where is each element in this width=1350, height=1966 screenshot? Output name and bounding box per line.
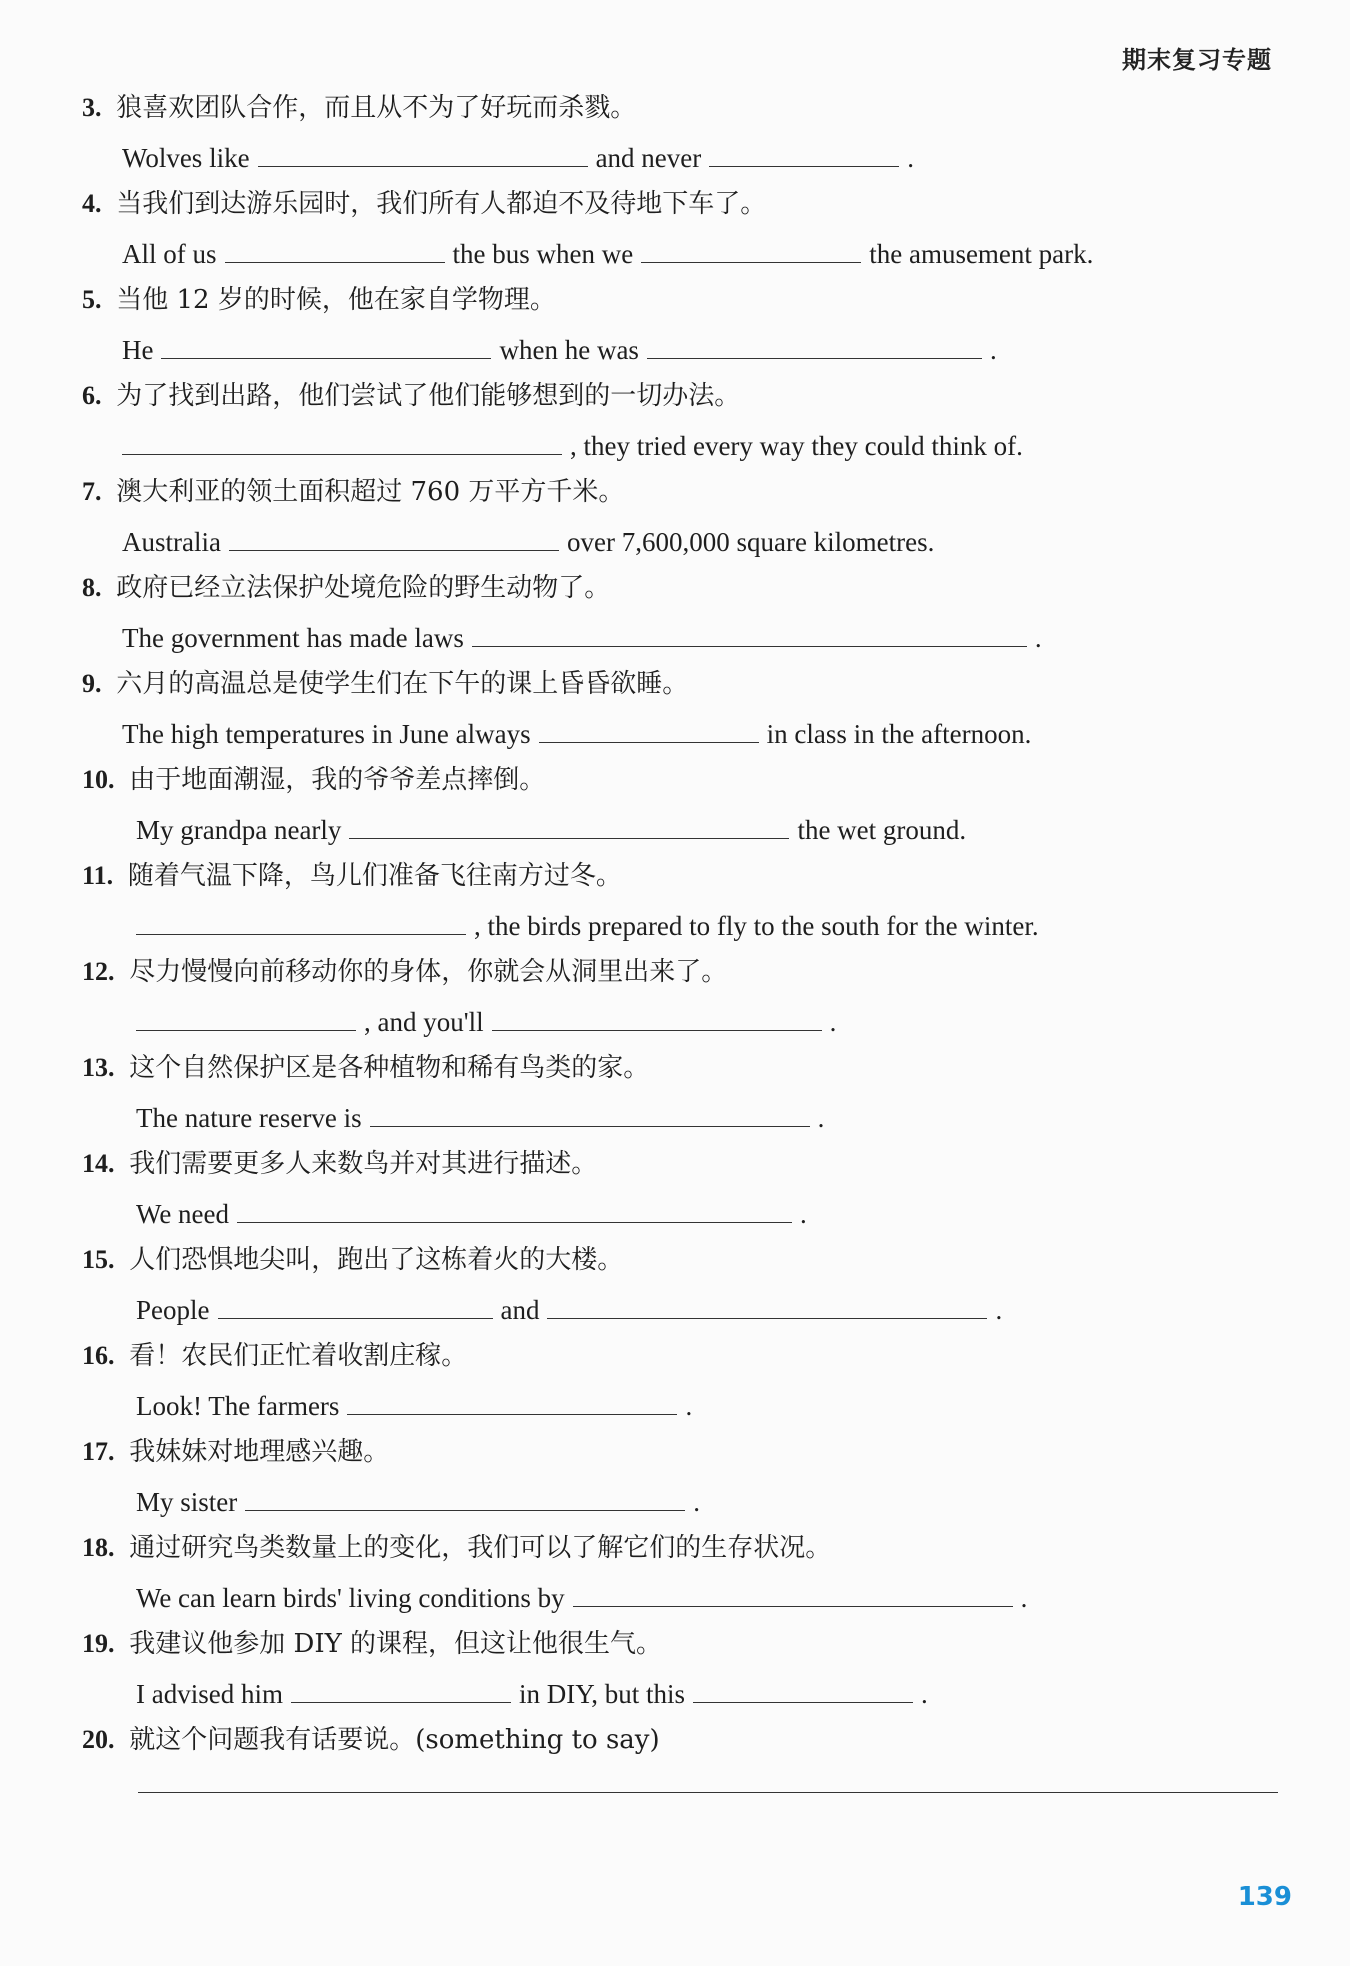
- question-chinese: 六月的高温总是使学生们在下午的课上昏昏欲睡。: [116, 669, 689, 699]
- question-3-prompt: [82, 90, 636, 124]
- answer-blank[interactable]: [693, 1676, 913, 1703]
- answer-blank[interactable]: [237, 1196, 792, 1223]
- question-number: 14.: [82, 1149, 115, 1178]
- answer-text: and: [500, 1295, 540, 1325]
- answer-text: , and you'll: [364, 1007, 484, 1037]
- question-chinese: 狼喜欢团队合作，而且从不为了好玩而杀戮。: [116, 93, 637, 123]
- question-number: 5.: [82, 285, 102, 314]
- question-18-prompt: [82, 1530, 831, 1564]
- answer-text: .: [989, 335, 997, 365]
- question-chinese: 这个自然保护区是各种植物和稀有鸟类的家。: [129, 1053, 650, 1083]
- answer-text: over 7,600,000 square kilometres.: [566, 527, 935, 557]
- answer-blank[interactable]: [136, 908, 466, 935]
- question-13-prompt: [82, 1050, 649, 1084]
- question-8-prompt: [82, 570, 610, 604]
- answer-text: .: [829, 1007, 837, 1037]
- answer-text: People: [136, 1295, 210, 1325]
- question-19-answer: [136, 1676, 928, 1710]
- question-number: 4.: [82, 189, 102, 218]
- answer-text: Look! The farmers: [136, 1391, 340, 1421]
- answer-blank[interactable]: [218, 1292, 493, 1319]
- question-chinese: 当他 12 岁的时候，他在家自学物理。: [116, 285, 556, 315]
- question-chinese: 为了找到出路，他们尝试了他们能够想到的一切办法。: [116, 381, 741, 411]
- question-11-prompt: [82, 858, 622, 892]
- answer-text: Australia: [122, 527, 221, 557]
- answer-text: the wet ground.: [797, 815, 967, 845]
- question-19-prompt: [82, 1626, 662, 1660]
- question-chinese: 我建议他参加 DIY 的课程，但这让他很生气。: [129, 1629, 663, 1659]
- answer-text: the amusement park.: [869, 239, 1094, 269]
- question-chinese: 随着气温下降，鸟儿们准备飞往南方过冬。: [127, 861, 622, 891]
- answer-blank[interactable]: [573, 1580, 1013, 1607]
- answer-blank[interactable]: [161, 332, 491, 359]
- question-4-prompt: [82, 186, 766, 220]
- question-3-answer: [122, 140, 914, 174]
- question-number: 3.: [82, 93, 102, 122]
- answer-text: .: [1034, 623, 1042, 653]
- answer-blank[interactable]: [472, 620, 1027, 647]
- answer-text: He: [122, 335, 154, 365]
- page-number: 139: [1237, 1882, 1292, 1912]
- answer-text: The nature reserve is: [136, 1103, 362, 1133]
- answer-blank[interactable]: [539, 716, 759, 743]
- question-6-prompt: [82, 378, 740, 412]
- answer-text: .: [921, 1679, 928, 1709]
- question-number: 12.: [82, 957, 115, 986]
- answer-text: The government has made laws: [122, 623, 464, 653]
- question-12-prompt: [82, 954, 727, 988]
- answer-blank[interactable]: [138, 1792, 1278, 1793]
- question-15-answer: [136, 1292, 1002, 1326]
- question-11-answer: [136, 908, 1039, 942]
- answer-blank[interactable]: [225, 236, 445, 263]
- answer-blank[interactable]: [709, 140, 899, 167]
- answer-text: and never: [595, 143, 702, 173]
- question-number: 19.: [82, 1629, 115, 1658]
- question-number: 8.: [82, 573, 102, 602]
- question-chinese: 人们恐惧地尖叫，跑出了这栋着火的大楼。: [129, 1245, 624, 1275]
- answer-text: .: [1020, 1583, 1028, 1613]
- section-header: 期末复习专题: [1122, 46, 1272, 74]
- answer-text: the bus when we: [452, 239, 634, 269]
- question-chinese: 就这个问题我有话要说。(something to say): [129, 1725, 660, 1755]
- question-chinese: 看！农民们正忙着收割庄稼。: [129, 1341, 468, 1371]
- question-8-answer: [122, 620, 1042, 654]
- question-14-prompt: [82, 1146, 597, 1180]
- answer-blank[interactable]: [349, 812, 789, 839]
- answer-text: All of us: [122, 239, 217, 269]
- answer-blank[interactable]: [229, 524, 559, 551]
- question-12-answer: [136, 1004, 836, 1038]
- question-chinese: 当我们到达游乐园时，我们所有人都迫不及待地下车了。: [116, 189, 767, 219]
- question-chinese: 尽力慢慢向前移动你的身体，你就会从洞里出来了。: [129, 957, 728, 987]
- question-number: 15.: [82, 1245, 115, 1274]
- question-7-answer: [122, 524, 934, 558]
- answer-blank[interactable]: [245, 1484, 685, 1511]
- question-17-answer: [136, 1484, 700, 1518]
- question-17-prompt: [82, 1434, 389, 1468]
- answer-text: in DIY, but this: [518, 1679, 686, 1709]
- answer-text: , they tried every way they could think of.: [570, 431, 1023, 461]
- question-7-prompt: [82, 474, 624, 508]
- answer-blank[interactable]: [492, 1004, 822, 1031]
- answer-text: , the birds prepared to fly to the south for the winter.: [474, 911, 1039, 941]
- question-number: 18.: [82, 1533, 115, 1562]
- question-number: 11.: [82, 861, 114, 890]
- question-number: 9.: [82, 669, 102, 698]
- question-6-answer: [122, 428, 1023, 462]
- question-9-prompt: [82, 666, 688, 700]
- question-5-prompt: [82, 282, 556, 316]
- answer-text: .: [817, 1103, 825, 1133]
- question-number: 10.: [82, 765, 115, 794]
- question-number: 13.: [82, 1053, 115, 1082]
- question-number: 6.: [82, 381, 102, 410]
- answer-text: in class in the afternoon.: [766, 719, 1032, 749]
- question-chinese: 澳大利亚的领土面积超过 760 万平方千米。: [116, 477, 625, 507]
- question-14-answer: [136, 1196, 807, 1230]
- question-number: 16.: [82, 1341, 115, 1370]
- question-chinese: 由于地面潮湿，我的爷爷差点摔倒。: [129, 765, 546, 795]
- answer-blank[interactable]: [547, 1292, 987, 1319]
- answer-text: We can learn birds' living conditions by: [136, 1583, 565, 1613]
- answer-blank[interactable]: [370, 1100, 810, 1127]
- answer-text: .: [995, 1295, 1003, 1325]
- question-number: 20.: [82, 1725, 115, 1754]
- answer-text: .: [800, 1199, 807, 1229]
- question-number: 7.: [82, 477, 102, 506]
- answer-text: My grandpa nearly: [136, 815, 342, 845]
- question-10-answer: [136, 812, 966, 846]
- answer-blank[interactable]: [291, 1676, 511, 1703]
- question-10-prompt: [82, 762, 545, 796]
- question-chinese: 政府已经立法保护处境危险的野生动物了。: [116, 573, 611, 603]
- question-5-answer: [122, 332, 997, 366]
- answer-blank[interactable]: [347, 1388, 677, 1415]
- answer-text: We need: [136, 1199, 230, 1229]
- answer-text: Wolves like: [122, 143, 250, 173]
- question-16-answer: [136, 1388, 692, 1422]
- answer-blank[interactable]: [641, 236, 861, 263]
- answer-text: .: [907, 143, 915, 173]
- question-chinese: 通过研究鸟类数量上的变化，我们可以了解它们的生存状况。: [129, 1533, 832, 1563]
- question-9-answer: [122, 716, 1031, 750]
- answer-text: My sister: [136, 1487, 238, 1517]
- question-18-answer: [136, 1580, 1027, 1614]
- answer-blank[interactable]: [122, 428, 562, 455]
- question-chinese: 我们需要更多人来数鸟并对其进行描述。: [129, 1149, 598, 1179]
- answer-text: .: [685, 1391, 693, 1421]
- answer-text: .: [693, 1487, 700, 1517]
- question-chinese: 我妹妹对地理感兴趣。: [129, 1437, 390, 1467]
- answer-blank[interactable]: [136, 1004, 356, 1031]
- question-13-answer: [136, 1100, 824, 1134]
- answer-text: when he was: [499, 335, 639, 365]
- question-20-prompt: [82, 1722, 660, 1756]
- answer-text: The high temperatures in June always: [122, 719, 531, 749]
- answer-blank[interactable]: [647, 332, 982, 359]
- question-4-answer: [122, 236, 1093, 270]
- question-15-prompt: [82, 1242, 623, 1276]
- answer-text: I advised him: [136, 1679, 283, 1709]
- question-number: 17.: [82, 1437, 115, 1466]
- answer-blank[interactable]: [258, 140, 588, 167]
- question-16-prompt: [82, 1338, 467, 1372]
